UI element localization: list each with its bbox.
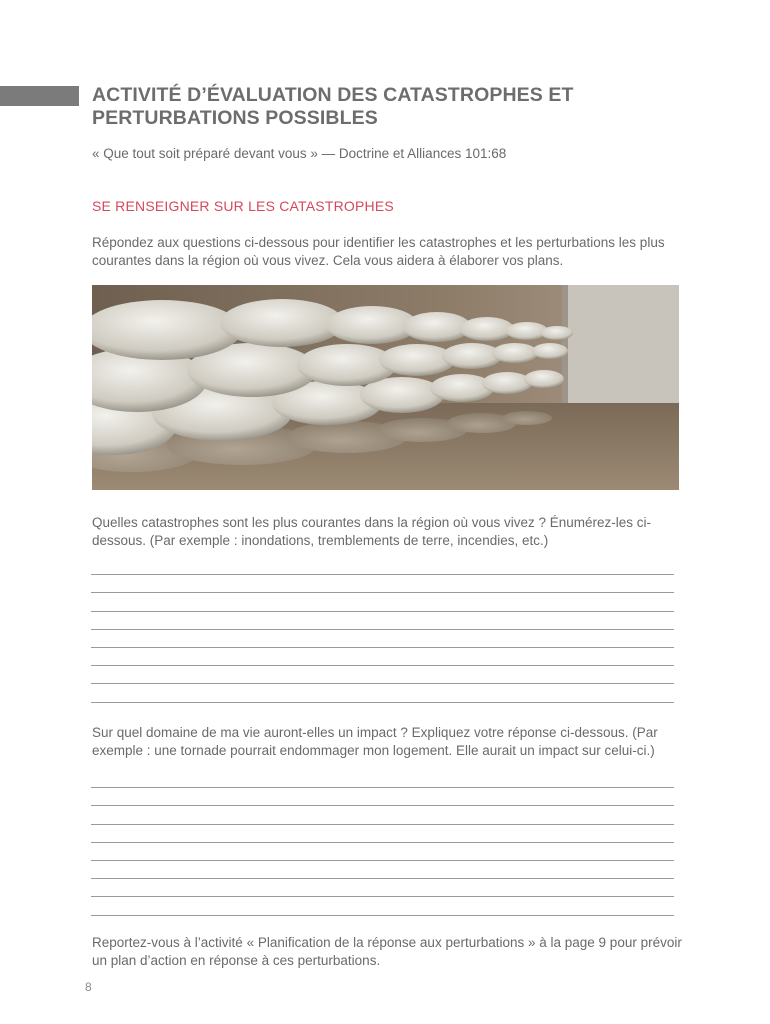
answer-line[interactable] <box>91 557 674 575</box>
sandbag-flood-photo <box>92 285 679 490</box>
answer-line[interactable] <box>91 666 674 684</box>
answer-line[interactable] <box>91 648 674 666</box>
answer-line[interactable] <box>91 575 674 593</box>
answer-line[interactable] <box>91 843 674 861</box>
section-heading: SE RENSEIGNER SUR LES CATASTROPHES <box>92 198 394 214</box>
answer-line[interactable] <box>91 684 674 702</box>
header-accent-bar <box>0 86 79 106</box>
page-title-line-2: PERTURBATIONS POSSIBLES <box>92 107 378 129</box>
intro-paragraph: Répondez aux questions ci-dessous pour identifier les catastrophes et les perturbations les plus courantes dans la région où vous vivez. Cela vous aidera à élaborer vos plans. <box>92 235 665 268</box>
answer-line[interactable] <box>91 788 674 806</box>
question-2-text: Sur quel domaine de ma vie auront-elles un impact ? Expliquez votre réponse ci-dessous. (Par exemple : une tornade pourrait endommager mon logement. Elle aurait un impact sur celui-ci.) <box>92 725 658 758</box>
answer-lines-1[interactable] <box>91 557 674 703</box>
page-number: 8 <box>85 980 92 994</box>
answer-line[interactable] <box>91 612 674 630</box>
answer-line[interactable] <box>91 879 674 897</box>
answer-line[interactable] <box>91 897 674 915</box>
answer-line[interactable] <box>91 593 674 611</box>
scripture-quote: « Que tout soit préparé devant vous » — Doctrine et Alliances 101:68 <box>92 146 507 161</box>
page-title <box>92 84 692 130</box>
answer-line[interactable] <box>91 630 674 648</box>
answer-line[interactable] <box>91 770 674 788</box>
page-title-line-1: ACTIVITÉ D’ÉVALUATION DES CATASTROPHES ET <box>92 84 574 106</box>
footer-note: Reportez-vous à l’activité « Planification de la réponse aux perturbations » à la page 9 pour prévoir un plan d’action en réponse à ces perturbations. <box>92 935 682 968</box>
answer-line[interactable] <box>91 861 674 879</box>
answer-line[interactable] <box>91 825 674 843</box>
answer-line[interactable] <box>91 806 674 824</box>
question-1-text: Quelles catastrophes sont les plus courantes dans la région où vous vivez ? Énumérez-les ci-dessous. (Par exemple : inondations, tremblements de terre, incendies, etc.) <box>92 515 652 548</box>
answer-lines-2[interactable] <box>91 770 674 916</box>
